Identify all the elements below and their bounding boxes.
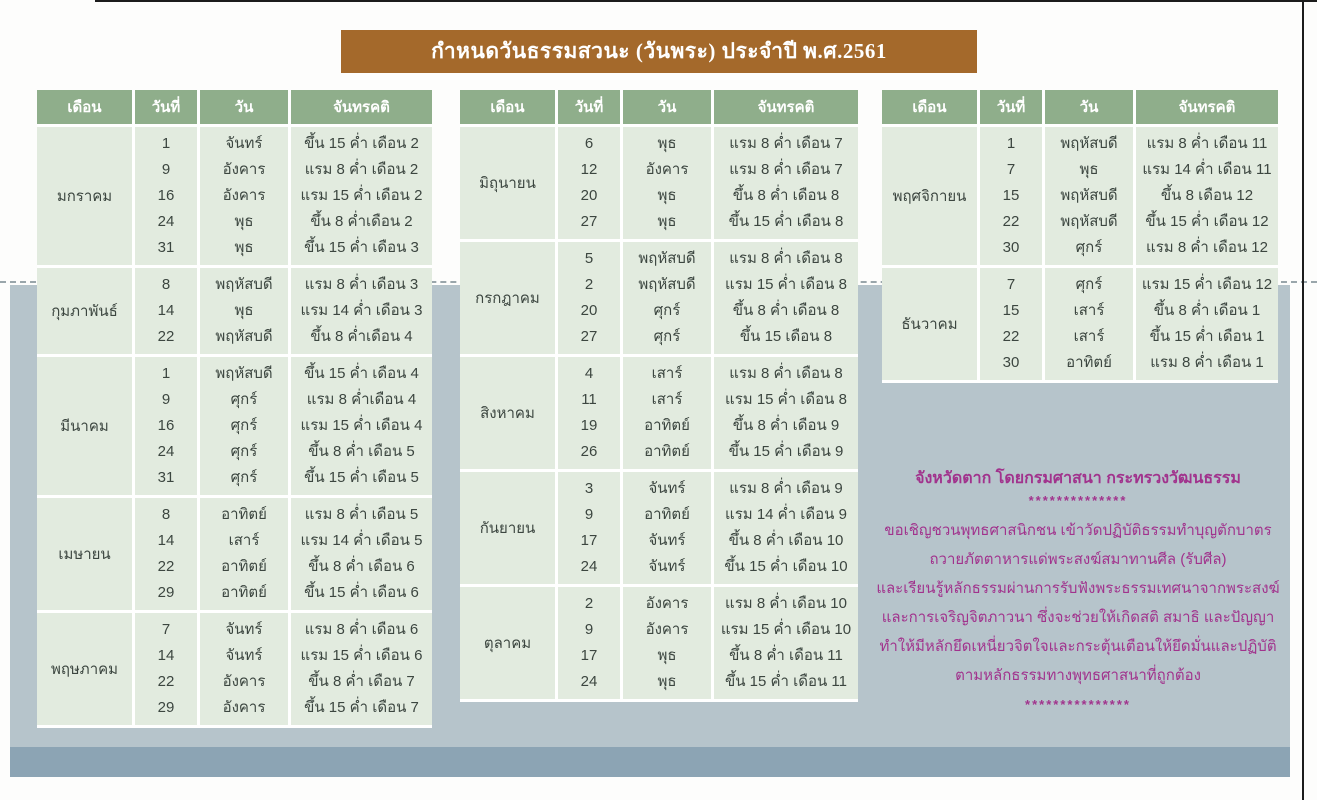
column-header: เดือน [460,90,555,124]
day-value: อาทิตย์ [221,558,267,575]
date-value: 5 [584,250,594,267]
date-value: 1 [161,135,171,152]
column-header: จันทรคติ [291,90,432,124]
column-header: เดือน [37,90,132,124]
day-value: เสาร์ [1073,302,1105,319]
notice-line: ตามหลักธรรมทางพุทธศาสนาที่ถูกต้อง [955,667,1201,684]
calendar-table-jan-may [37,90,432,728]
date-column [558,472,620,584]
day-value: พุธ [234,213,254,230]
date-value: 16 [157,417,175,434]
date-value: 22 [1002,213,1020,230]
date-value: 15 [1002,302,1020,319]
lunar-value: ขึ้น 8 ค่ำ เดือน 8 [732,187,840,204]
notice-stars-top: ************** [1028,493,1128,508]
date-value: 16 [157,187,175,204]
month-name: เมษายน [37,498,132,610]
notice-line: ขอเชิญชวนพุทธศาสนิกชน เข้าวัดปฏิบัติธรรมทำบุญตักบาตร [884,522,1272,539]
frame-line-top [95,0,1317,2]
day-value: จันทร์ [225,135,263,152]
date-value: 29 [157,699,175,716]
lunar-value: แรม 14 ค่ำ เดือน 9 [725,506,847,523]
month-name: กุมภาพันธ์ [37,268,132,354]
month-name: ธันวาคม [882,268,977,380]
day-value: พุธ [1079,161,1099,178]
day-value: จันทร์ [648,480,686,497]
month-name: กรกฎาคม [460,242,555,354]
lunar-value: ขึ้น 8 ค่ำ เดือน 10 [728,532,844,549]
day-value: พุธ [234,302,254,319]
lunar-value: แรม 8 ค่ำ เดือน 2 [304,161,419,178]
day-value: อังคาร [222,187,266,204]
day-column [200,498,288,610]
lunar-column [714,357,858,469]
table-header-row [882,90,1278,124]
month-block [460,472,858,584]
date-value: 11 [581,391,597,408]
lunar-column [291,127,432,265]
lunar-value: แรม 8 ค่ำ เดือน 6 [304,621,419,638]
lunar-value: ขึ้น 15 ค่ำ เดือน 10 [724,558,848,575]
lunar-column [1136,127,1278,265]
date-value: 30 [1002,354,1020,371]
lunar-value: ขึ้น 8 ค่ำ เดือน 8 [732,302,840,319]
day-value: ศุกร์ [653,302,681,319]
day-value: พฤหัสบดี [215,328,273,345]
lunar-value: ขึ้น 8 ค่ำเดือน 2 [310,213,413,230]
day-value: อาทิตย์ [221,506,267,523]
lunar-column [291,613,432,725]
month-block [37,498,432,610]
day-value: พฤหัสบดี [1060,135,1118,152]
day-value: อังคาร [222,673,266,690]
day-column [623,472,711,584]
date-column [558,242,620,354]
day-column [1045,127,1133,265]
day-value: อาทิตย์ [221,584,267,601]
notice-heading: จังหวัดตาก โดยกรมศาสนา กระทรวงวัฒนธรรม [915,470,1241,487]
month-name: กันยายน [460,472,555,584]
day-column [623,587,711,699]
lunar-column [291,498,432,610]
lunar-value: แรม 8 ค่ำ เดือน 3 [304,276,419,293]
day-value: พฤหัสบดี [638,250,696,267]
lunar-column [714,472,858,584]
notice-line: ถวายภัตตาหารแด่พระสงฆ์สมาทานศีล (รับศีล) [929,551,1227,568]
day-value: จันทร์ [225,621,263,638]
month-block [882,268,1278,380]
day-value: อังคาร [222,699,266,716]
lunar-value: ขึ้น 15 ค่ำ เดือน 2 [304,135,419,152]
month-block [460,357,858,469]
lunar-value: ขึ้น 15 ค่ำ เดือน 1 [1149,328,1265,345]
date-column [980,268,1042,380]
lunar-value: แรม 8 ค่ำเดือน 4 [306,391,417,408]
day-value: ศุกร์ [230,417,258,434]
lunar-value: ขึ้น 15 ค่ำ เดือน 5 [304,469,419,486]
lunar-value: ขึ้น 8 ค่ำ เดือน 1 [1153,302,1261,319]
day-column [200,268,288,354]
calendar-table-nov-dec [882,90,1278,383]
lunar-value: แรม 8 ค่ำ เดือน 7 [729,135,843,152]
lunar-value: แรม 8 ค่ำ เดือน 12 [1146,239,1268,256]
day-value: พุธ [657,213,677,230]
date-value: 1 [1006,135,1016,152]
day-value: อาทิตย์ [644,417,690,434]
date-value: 9 [584,621,594,638]
month-name: มีนาคม [37,357,132,495]
day-column [200,357,288,495]
notice-lines [866,516,1290,690]
day-value: พุธ [657,647,677,664]
lunar-value: แรม 8 ค่ำ เดือน 1 [1150,354,1264,371]
date-value: 31 [157,239,175,256]
lunar-value: ขึ้น 15 ค่ำ เดือน 11 [724,673,848,690]
date-column [135,613,197,725]
date-value: 24 [157,213,175,230]
column-header: วัน [200,90,288,124]
lunar-value: ขึ้น 15 ค่ำ เดือน 9 [728,443,844,460]
date-column [558,587,620,699]
lunar-value: ขึ้น 8 ค่ำ เดือน 7 [308,673,415,690]
lunar-value: ขึ้น 15 ค่ำ เดือน 6 [304,584,419,601]
date-value: 2 [584,276,594,293]
notice-stars-bottom: *************** [1025,697,1131,712]
date-value: 31 [157,469,175,486]
day-column [623,242,711,354]
date-value: 17 [580,532,598,549]
column-header: จันทรคติ [1136,90,1278,124]
date-value: 9 [584,506,594,523]
column-header: เดือน [882,90,977,124]
lunar-value: แรม 14 ค่ำ เดือน 11 [1142,161,1272,178]
month-block [460,587,858,699]
lunar-value: ขึ้น 8 ค่ำเดือน 4 [310,328,413,345]
lunar-value: ขึ้น 15 ค่ำ เดือน 3 [304,239,419,256]
day-value: พฤหัสบดี [215,365,273,382]
notice-line: และการเจริญจิตภาวนา ซึ่งจะช่วยให้เกิดสติ สมาธิ และปัญญา [881,609,1275,626]
date-value: 14 [157,302,175,319]
day-value: พุธ [657,135,677,152]
date-value: 14 [157,532,175,549]
lunar-value: แรม 15 ค่ำ เดือน 8 [725,276,847,293]
day-value: อังคาร [645,161,689,178]
day-value: ศุกร์ [230,443,258,460]
date-column [558,357,620,469]
date-value: 22 [157,328,175,345]
date-value: 22 [157,673,175,690]
column-header: จันทรคติ [714,90,858,124]
calendar-table-jun-oct [460,90,858,702]
date-column [980,127,1042,265]
day-value: เสาร์ [1073,328,1105,345]
date-column [135,357,197,495]
day-value: พฤหัสบดี [1060,213,1118,230]
date-column [558,127,620,239]
lunar-column [1136,268,1278,380]
lunar-value: แรม 8 ค่ำ เดือน 8 [729,250,843,267]
month-name: มกราคม [37,127,132,265]
date-value: 24 [157,443,175,460]
lunar-value: แรม 15 ค่ำ เดือน 6 [300,647,423,664]
month-name: พฤษภาคม [37,613,132,725]
date-value: 6 [584,135,594,152]
lunar-value: แรม 8 ค่ำ เดือน 7 [729,161,843,178]
month-block [460,127,858,239]
date-value: 29 [157,584,175,601]
day-value: พฤหัสบดี [215,276,273,293]
date-value: 27 [580,213,598,230]
frame-line-right [1302,0,1304,800]
lunar-value: แรม 15 ค่ำ เดือน 8 [725,391,847,408]
date-value: 12 [580,161,598,178]
date-value: 27 [580,328,598,345]
day-column [623,127,711,239]
lunar-value: แรม 8 ค่ำ เดือน 9 [729,480,843,497]
lunar-value: แรม 15 ค่ำ เดือน 4 [300,417,423,434]
table-header-row [460,90,858,124]
date-value: 1 [161,365,171,382]
day-value: อังคาร [222,161,266,178]
day-column [200,127,288,265]
date-value: 20 [580,302,598,319]
date-value: 8 [161,276,171,293]
date-value: 7 [161,621,171,638]
day-value: อาทิตย์ [644,443,690,460]
month-name: มิถุนายน [460,127,555,239]
lunar-column [714,587,858,699]
lunar-value: ขึ้น 8 ค่ำ เดือน 11 [729,647,843,664]
day-value: ศุกร์ [653,328,681,345]
poster-title: กำหนดวันธรรมสวนะ (วันพระ) ประจำปี พ.ศ.2561 [341,30,977,73]
lunar-value: แรม 8 ค่ำ เดือน 10 [725,595,847,612]
day-value: จันทร์ [648,558,686,575]
day-value: ศุกร์ [230,391,258,408]
lunar-value: ขึ้น 8 ค่ำ เดือน 6 [308,558,415,575]
month-name: ตุลาคม [460,587,555,699]
lunar-value: ขึ้น 8 ค่ำ เดือน 9 [732,417,840,434]
day-column [1045,268,1133,380]
date-value: 26 [580,443,598,460]
month-block [460,242,858,354]
month-block [37,127,432,265]
month-block [37,268,432,354]
day-column [623,357,711,469]
date-value: 7 [1006,276,1016,293]
month-name: พฤศจิกายน [882,127,977,265]
date-value: 9 [161,161,171,178]
lunar-column [291,357,432,495]
lunar-value: แรม 15 ค่ำ เดือน 2 [300,187,423,204]
notice-line: และเรียนรู้หลักธรรมผ่านการรับฟังพระธรรมเทศนาจากพระสงฆ์ [876,580,1280,597]
date-value: 24 [580,673,598,690]
date-column [135,498,197,610]
date-value: 14 [157,647,175,664]
date-column [135,127,197,265]
lunar-column [714,242,858,354]
date-value: 30 [1002,239,1020,256]
date-value: 3 [584,480,594,497]
date-value: 17 [580,647,598,664]
lunar-value: ขึ้น 15 ค่ำ เดือน 12 [1145,213,1269,230]
lunar-value: ขึ้น 15 ค่ำ เดือน 7 [304,699,419,716]
day-value: เสาร์ [228,532,260,549]
date-value: 4 [584,365,594,382]
day-value: จันทร์ [648,532,686,549]
day-value: พฤหัสบดี [1060,187,1118,204]
notice-line: ทำให้มีหลักยึดเหนี่ยวจิตใจและกระตุ้นเตือนให้ยึดมั่นและปฏิบัติ [879,638,1277,655]
lunar-value: แรม 14 ค่ำ เดือน 5 [300,532,423,549]
date-value: 22 [1002,328,1020,345]
day-value: พุธ [657,673,677,690]
day-value: อาทิตย์ [644,506,690,523]
month-name: สิงหาคม [460,357,555,469]
day-column [200,613,288,725]
date-value: 20 [580,187,598,204]
lunar-value: แรม 15 ค่ำ เดือน 10 [720,621,852,638]
column-header: วันที่ [980,90,1042,124]
date-value: 22 [157,558,175,575]
day-value: อังคาร [645,595,689,612]
column-header: วัน [623,90,711,124]
day-value: ศุกร์ [1075,276,1103,293]
lunar-value: แรม 14 ค่ำ เดือน 3 [300,302,423,319]
notice-block [866,468,1290,716]
day-value: พุธ [657,187,677,204]
month-block [37,613,432,725]
day-value: พฤหัสบดี [638,276,696,293]
date-value: 9 [161,391,171,408]
date-value: 24 [580,558,598,575]
month-block [882,127,1278,265]
column-header: วันที่ [558,90,620,124]
day-value: อาทิตย์ [1066,354,1112,371]
lunar-column [714,127,858,239]
date-value: 15 [1002,187,1020,204]
lunar-value: ขึ้น 15 เดือน 8 [739,328,833,345]
lunar-value: แรม 8 ค่ำ เดือน 8 [729,365,843,382]
lunar-value: ขึ้น 15 ค่ำ เดือน 4 [304,365,419,382]
lunar-value: แรม 15 ค่ำ เดือน 12 [1141,276,1273,293]
date-value: 2 [584,595,594,612]
date-value: 7 [1006,161,1016,178]
column-header: วันที่ [135,90,197,124]
date-value: 19 [580,417,598,434]
background-band-dark [10,747,1290,777]
day-value: อังคาร [645,621,689,638]
day-value: จันทร์ [225,647,263,664]
day-value: ศุกร์ [1075,239,1103,256]
lunar-value: แรม 8 ค่ำ เดือน 11 [1146,135,1268,152]
day-value: เสาร์ [651,391,683,408]
lunar-value: ขึ้น 8 ค่ำ เดือน 5 [308,443,415,460]
date-column [135,268,197,354]
lunar-column [291,268,432,354]
column-header: วัน [1045,90,1133,124]
day-value: เสาร์ [651,365,683,382]
month-block [37,357,432,495]
lunar-value: ขึ้น 8 เดือน 12 [1160,187,1254,204]
day-value: ศุกร์ [230,469,258,486]
lunar-value: ขึ้น 15 ค่ำ เดือน 8 [728,213,844,230]
lunar-value: แรม 8 ค่ำ เดือน 5 [304,506,419,523]
table-header-row [37,90,432,124]
date-value: 8 [161,506,171,523]
day-value: พุธ [234,239,254,256]
